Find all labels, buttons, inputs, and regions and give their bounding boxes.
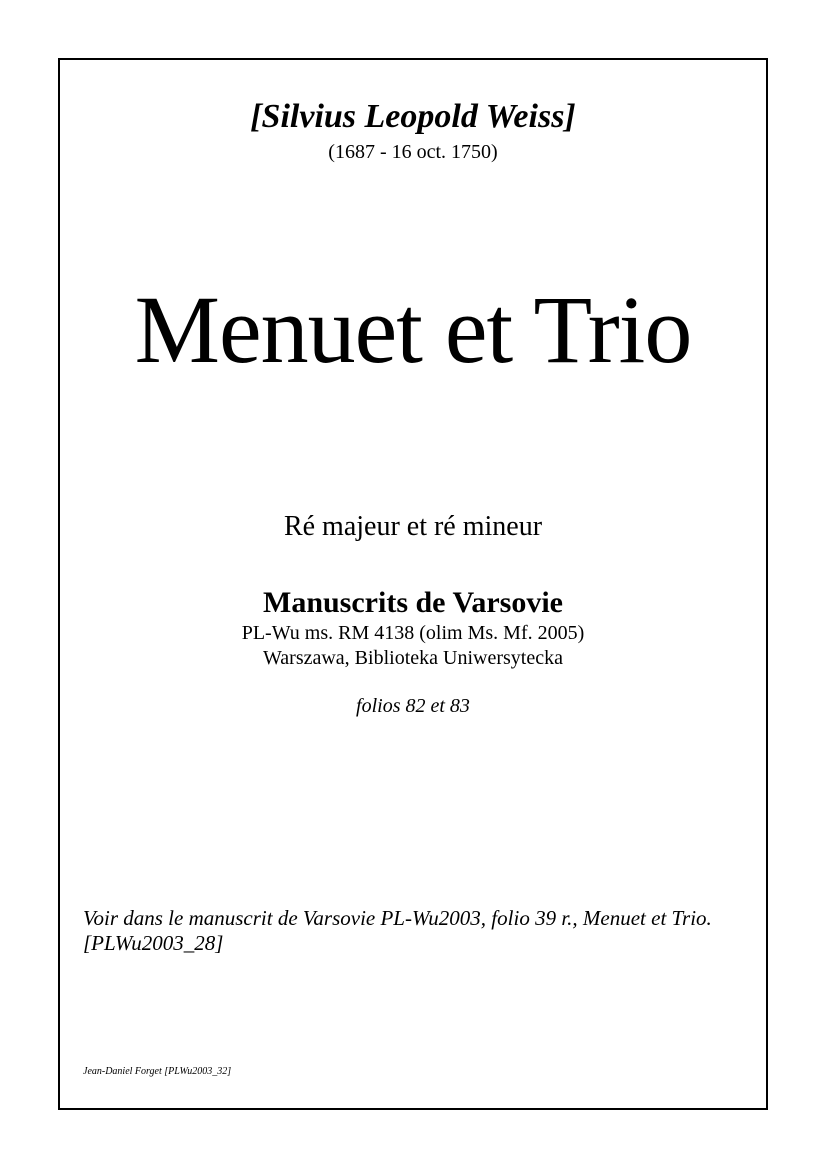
library-name: Warszawa, Biblioteka Uniwersytecka	[263, 647, 563, 669]
reference-note-line-1: Voir dans le manuscrit de Varsovie PL-Wu2003, folio 39 r., Menuet et Trio.	[83, 906, 712, 930]
reference-note	[83, 906, 763, 956]
composer-name: [Silvius Leopold Weiss]	[250, 98, 576, 135]
collection-name: Manuscrits de Varsovie	[263, 586, 563, 619]
composer-dates: (1687 - 16 oct. 1750)	[328, 141, 498, 163]
footer-credit: Jean-Daniel Forget [PLWu2003_32]	[83, 1066, 232, 1077]
reference-note-line-2: [PLWu2003_28]	[83, 931, 224, 955]
shelfmark: PL-Wu ms. RM 4138 (olim Ms. Mf. 2005)	[241, 622, 585, 644]
folios: folios 82 et 83	[356, 695, 470, 717]
key-signature: Ré majeur et ré mineur	[283, 511, 543, 542]
page-title: Menuet et Trio	[134, 276, 692, 383]
